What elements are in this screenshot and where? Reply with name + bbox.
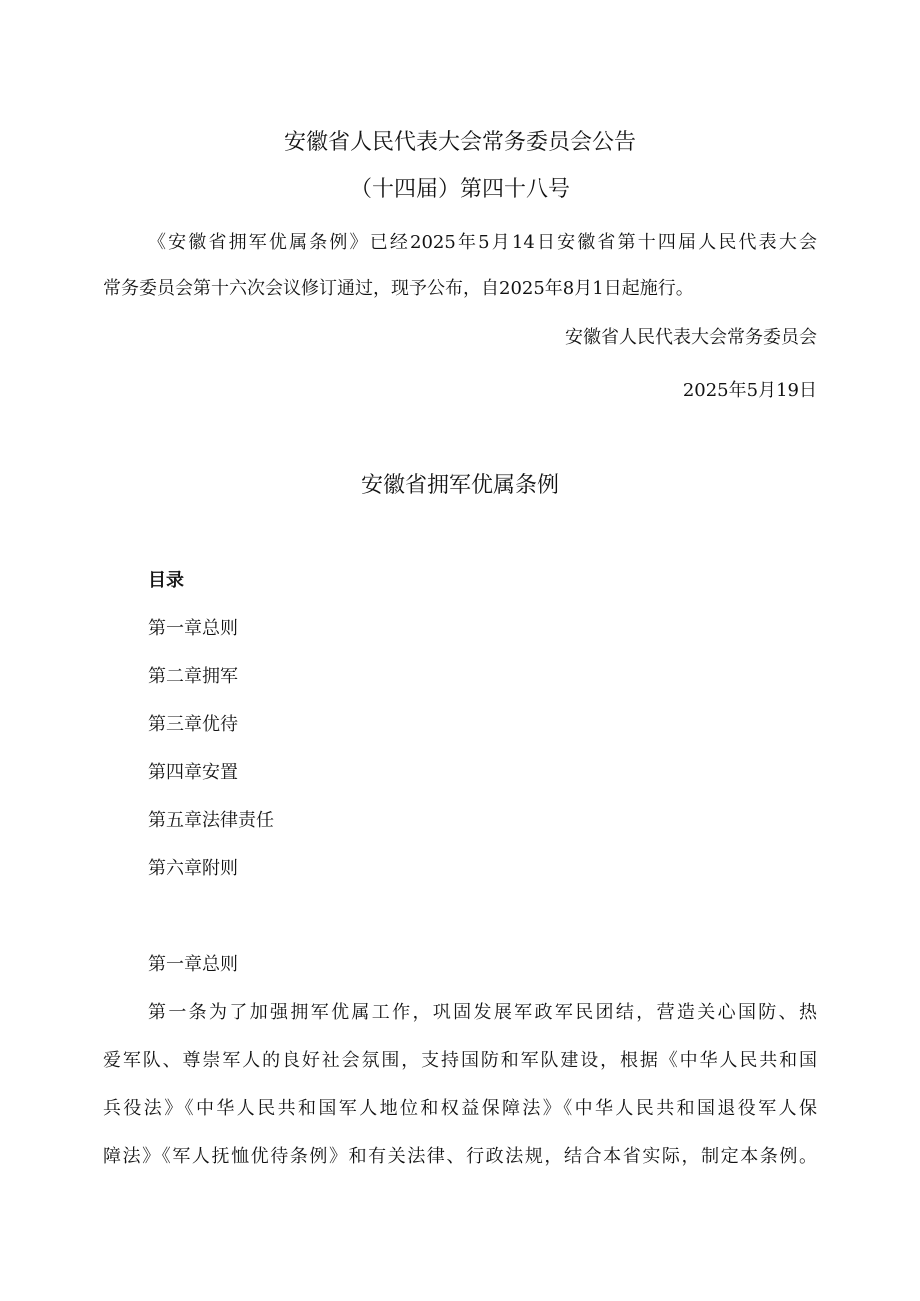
toc-item-chapter-4: 第四章安置 xyxy=(148,762,238,783)
toc-item-chapter-1: 第一章总则 xyxy=(148,618,238,639)
chapter-1-heading: 第一章总则 xyxy=(148,954,238,975)
announcement-body-line-2: 常务委员会第十六次会议修订通过，现予公布，自2025年8月1日起施行。 xyxy=(103,278,694,299)
toc-item-chapter-6: 第六章附则 xyxy=(148,858,238,879)
announcement-title: 安徽省人民代表大会常务委员会公告 xyxy=(283,130,636,155)
article-1-line-1: 第一条为了加强拥军优属工作，巩固发展军政军民团结，营造关心国防、热 xyxy=(148,1002,817,1023)
toc-item-chapter-5: 第五章法律责任 xyxy=(148,810,274,831)
issuer: 安徽省人民代表大会常务委员会 xyxy=(565,327,817,348)
announcement-number: （十四届）第四十八号 xyxy=(349,177,570,202)
article-1-line-3: 兵役法》《中华人民共和国军人地位和权益保障法》《中华人民共和国退役军人保 xyxy=(103,1098,817,1119)
issue-date: 2025年5月19日 xyxy=(682,380,817,401)
toc-item-chapter-3: 第三章优待 xyxy=(148,714,238,735)
article-1-line-2: 爱军队、尊崇军人的良好社会氛围，支持国防和军队建设，根据《中华人民共和国 xyxy=(103,1050,817,1071)
toc-item-chapter-2: 第二章拥军 xyxy=(148,666,238,687)
toc-heading: 目录 xyxy=(148,570,184,591)
article-1-line-4: 障法》《军人抚恤优待条例》和有关法律、行政法规，结合本省实际，制定本条例。 xyxy=(103,1146,817,1167)
regulation-title: 安徽省拥军优属条例 xyxy=(360,473,559,498)
announcement-body-line-1: 《安徽省拥军优属条例》已经2025年5月14日安徽省第十四届人民代表大会 xyxy=(148,232,817,253)
